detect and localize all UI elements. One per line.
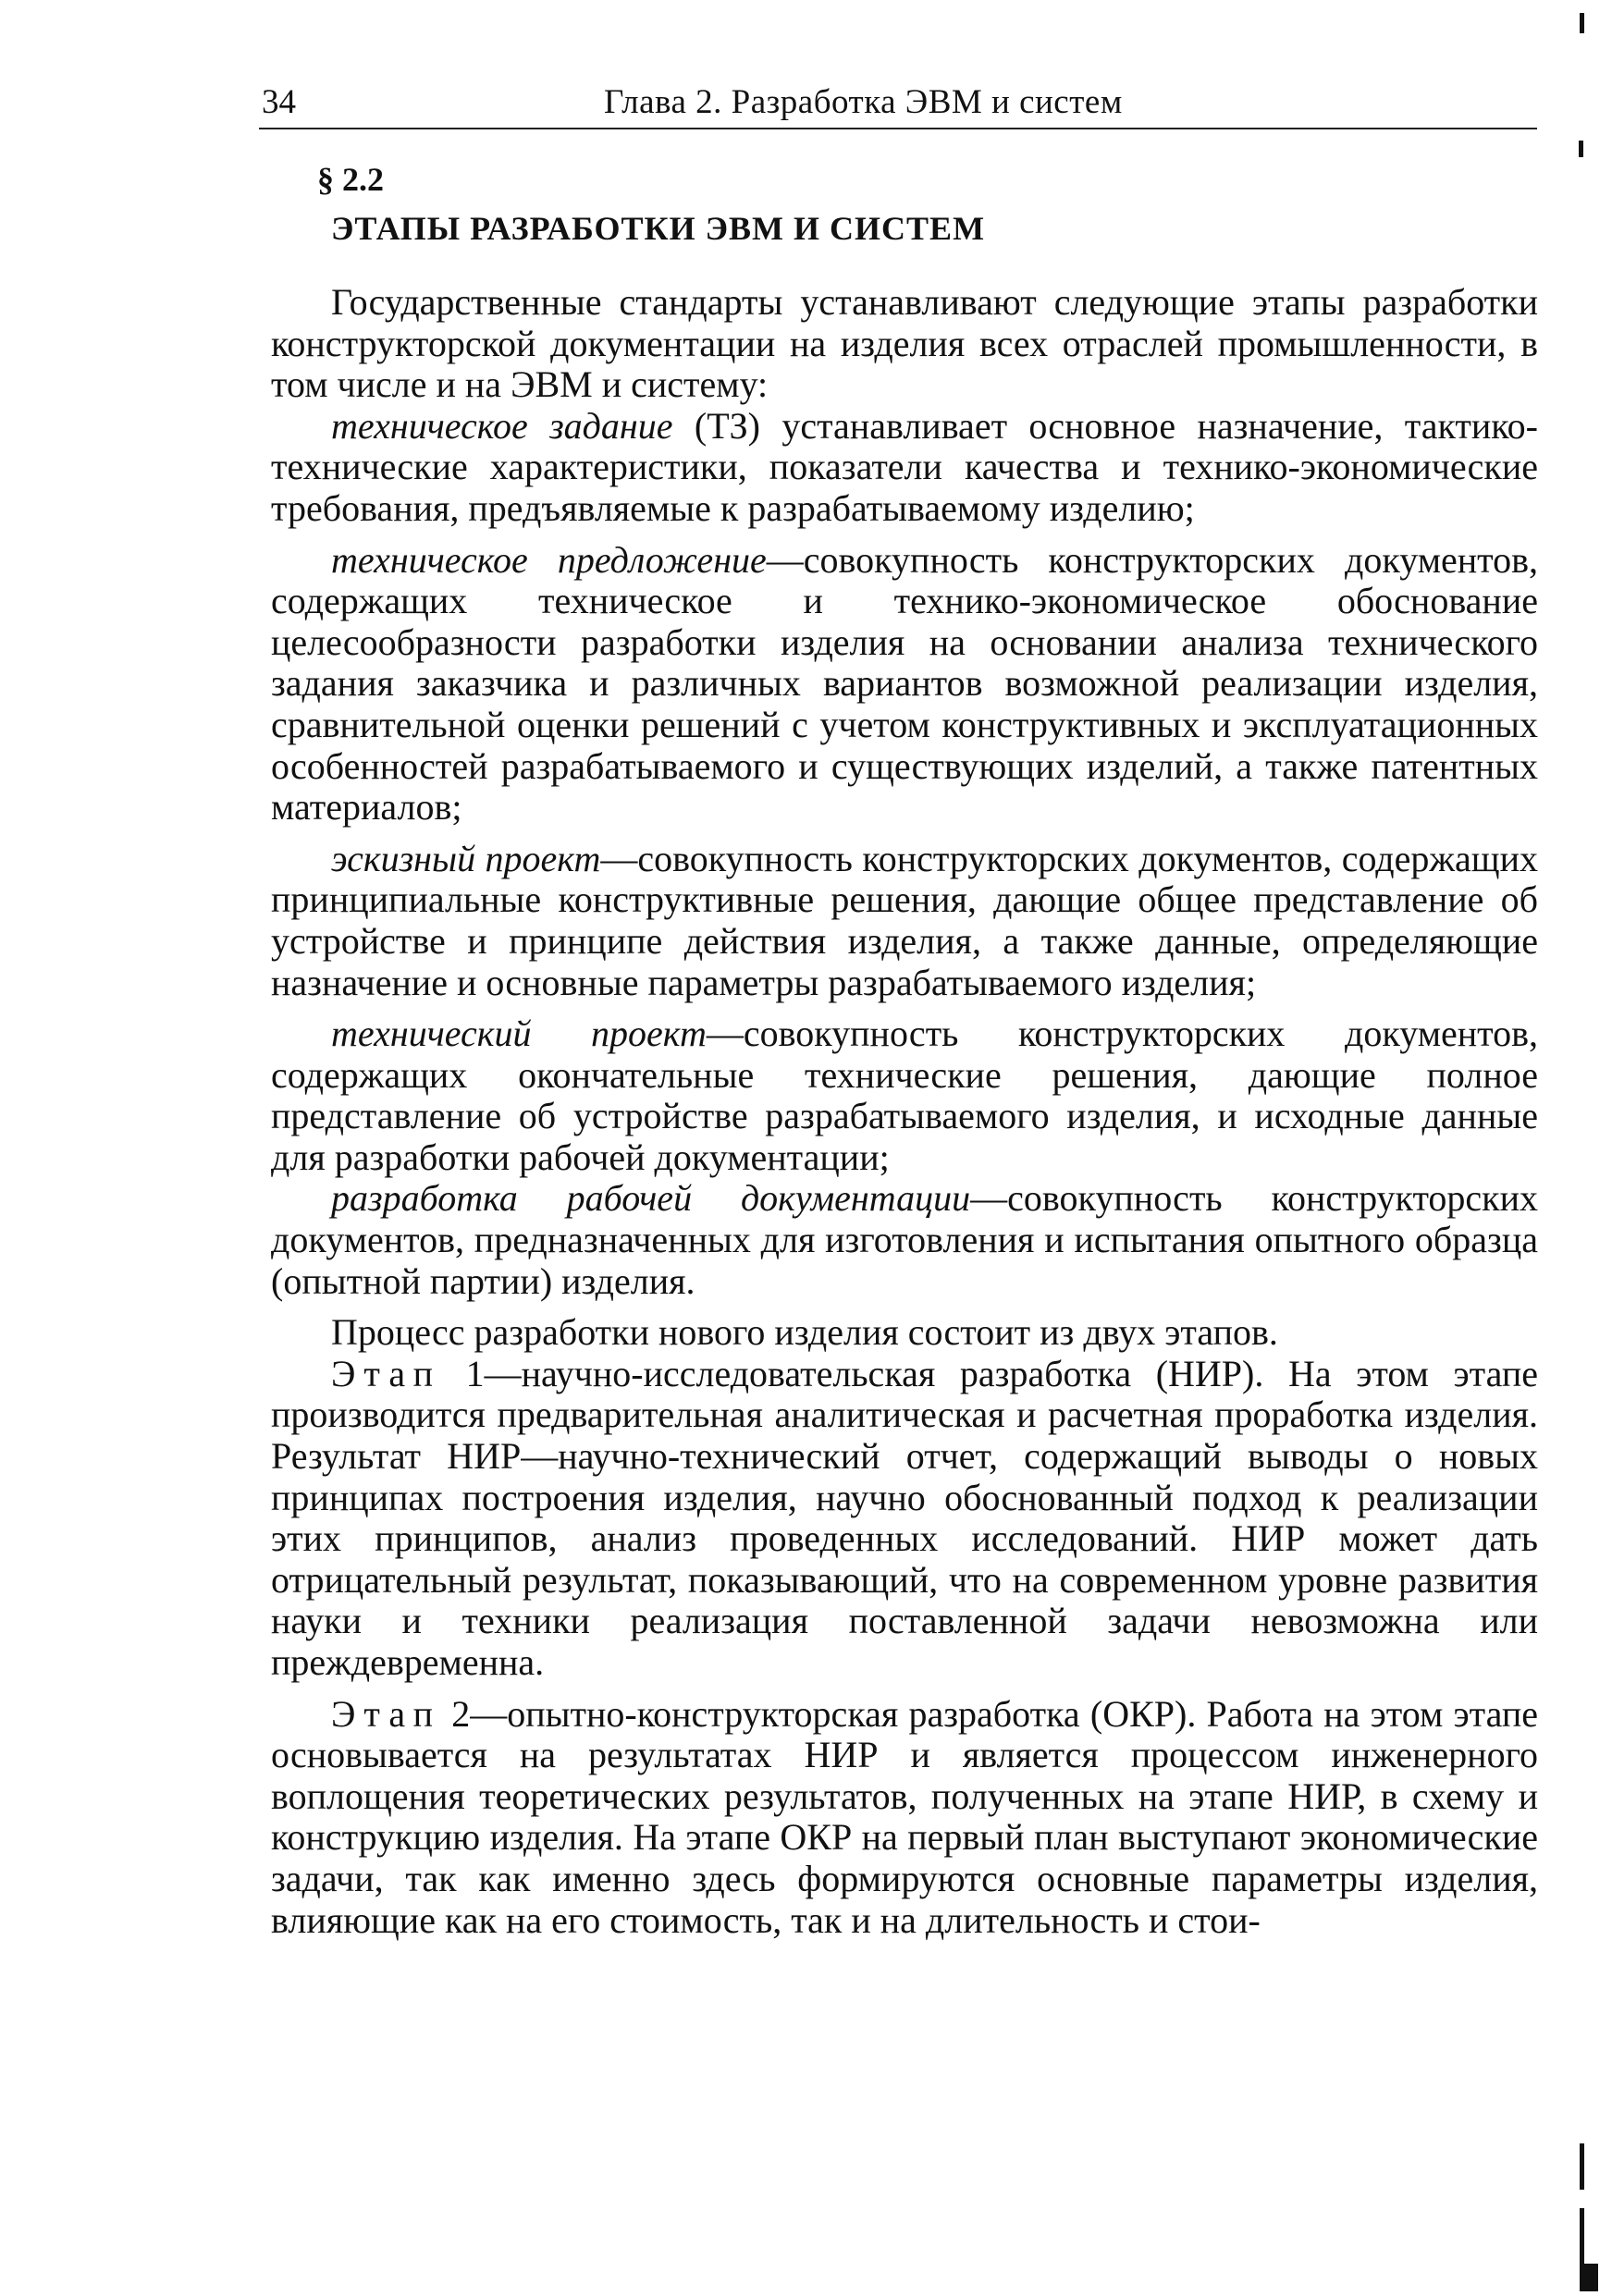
definition-term: техническое предложение xyxy=(331,538,767,581)
stage-label: Этап xyxy=(331,1692,442,1735)
body-text xyxy=(271,282,1538,1941)
chapter-title: Глава 2. Разработка ЭВМ и систем xyxy=(604,83,1123,121)
header-rule xyxy=(259,128,1537,129)
definition-text: (ТЗ) устанавливает основное назначение, тактико-технические характеристики, показатели качества и технико-экономические требования, предъявляемые к разрабатываемому изделию; xyxy=(271,404,1538,529)
scan-mark xyxy=(1579,141,1583,157)
scan-mark xyxy=(1580,13,1584,33)
scan-mark xyxy=(1580,2264,1598,2291)
definition-term: разработка рабочей документации xyxy=(331,1177,971,1220)
definition-paragraph xyxy=(271,540,1538,829)
scan-mark xyxy=(1580,2208,1584,2264)
definition-paragraph xyxy=(271,839,1538,1003)
definition-paragraph xyxy=(271,1013,1538,1178)
stage-two-paragraph xyxy=(271,1694,1538,1942)
page-number: 34 xyxy=(262,83,296,121)
stage-text: 2—опытно-конструкторская разработка (ОКР). Работа на этом этапе основывается на результатах НИР и является процессом инженерного воплощения теоретических результатов, полученных на этапе НИР, в схему и конструкцию изделия. На этапе ОКР на первый план выступают экономические задачи, так как именно здесь формируются основные параметры изделия, влияющие как на его стоимость, так и на длительность и стои- xyxy=(271,1692,1538,1941)
definition-term: техническое задание xyxy=(331,404,673,447)
scan-mark xyxy=(1580,2143,1584,2190)
section-number: § 2.2 xyxy=(317,161,384,198)
stage-text: 1—научно-исследовательская разработка (НИР). На этом этапе производится предварительная аналитическая и расчетная проработка изделия. Результат НИР—научно-технический отчет, содержащий выводы о новых принципах построения изделия, научно обоснованный подход к реализации этих принципов, анализ проведенных исследований. НИР может дать отрицательный результат, показывающий, что на современном уровне развития науки и техники реализация поставленной задачи невозможна или преждевременна. xyxy=(271,1352,1538,1683)
section-title: ЭТАПЫ РАЗРАБОТКИ ЭВМ И СИСТЕМ xyxy=(331,210,986,247)
definition-text: —совокупность конструкторских документов, содержащих окончательные технические решения, дающие полное представление об устройстве разрабатываемого изделия, и исходные данные для разработки рабочей документации; xyxy=(271,1013,1539,1178)
definition-text: —совокупность конструкторских документов, содержащих техническое и технико-экономическое обоснование целесообразности разработки изделия на основании анализа технического задания заказчика и различных вариантов возможной реализации изделия, сравнительной оценки решений с учетом конструктивных и эксплуатационных особенностей разрабатываемого и существующих изделий, а также патентных материалов; xyxy=(271,538,1539,829)
definition-paragraph xyxy=(271,406,1538,530)
definition-text: —совокупность конструкторских документов, содержащих принципиальные конструктивные решения, дающие общее представление об устройстве и принципе действия изделия, а также данные, определяющие назначение и основные параметры разрабатываемого изделия; xyxy=(271,837,1538,1003)
process-paragraph: Процесс разработки нового изделия состоит из двух этапов. xyxy=(331,1311,1278,1354)
definition-term: технический проект xyxy=(331,1013,707,1055)
definition-term: эскизный проект xyxy=(331,837,601,879)
stage-one-paragraph xyxy=(271,1354,1538,1684)
definition-paragraph xyxy=(271,1178,1538,1302)
definition-text: —совокупность конструкторских документов, предназначенных для изготовления и испытания опытного образца (опытной партии) изделия. xyxy=(271,1177,1538,1302)
running-header xyxy=(262,81,1535,124)
stage-label: Этап xyxy=(331,1352,442,1394)
intro-paragraph: Государственные стандарты устанавливают следующие этапы разработки конструкторской документации на изделия всех отраслей промышленности, в том числе и на ЭВМ и систему: xyxy=(271,281,1538,406)
